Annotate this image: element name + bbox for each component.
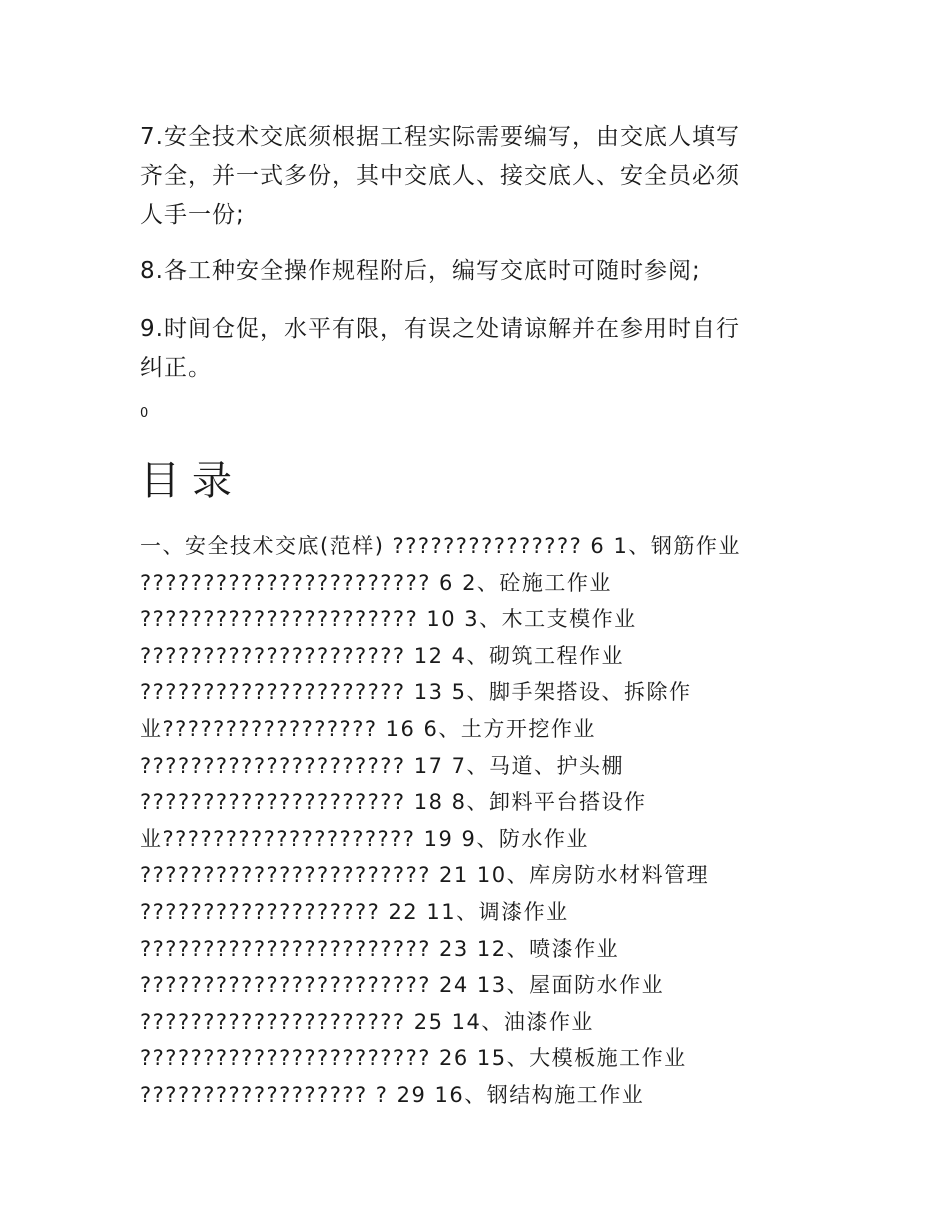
- toc-line: 业????????????????? 16 6、土方开挖作业: [140, 716, 596, 741]
- paragraph-line: 人手一份;: [140, 202, 245, 228]
- toc-line: ?????????????????????? 10 3、木工支模作业: [140, 607, 637, 632]
- paragraph-item-8: [140, 252, 800, 291]
- toc-line: ??????????????????? 22 11、调漆作业: [140, 899, 569, 924]
- paragraph-line: 9.时间仓促，水平有限，有误之处请谅解并在参用时自行: [140, 316, 740, 342]
- toc-line: ??????????????????????? 23 12、喷漆作业: [140, 936, 620, 961]
- toc-title: 目录: [140, 458, 244, 504]
- toc-line: ??????????????????????? 21 10、库房防水材料管理: [140, 863, 710, 888]
- paragraph-line: 齐全，并一式多份，其中交底人、接交底人、安全员必须: [140, 163, 740, 189]
- toc-line: ????????????????????? 12 4、砌筑工程作业: [140, 643, 624, 668]
- paragraph-line: 8.各工种安全操作规程附后，编写交底时可随时参阅;: [140, 258, 701, 284]
- paragraph-line: 纠正。: [140, 355, 212, 381]
- toc-line: 一、安全技术交底(范样) ??????????????? 6 1、钢筋作业: [140, 534, 741, 558]
- table-of-contents: [140, 528, 800, 1114]
- page-marker: 0: [140, 406, 149, 421]
- paragraph-item-7: [140, 118, 800, 235]
- toc-line: ????????????????????? 18 8、卸料平台搭设作: [140, 790, 647, 815]
- paragraph-line: 7.安全技术交底须根据工程实际需要编写，由交底人填写: [140, 124, 740, 150]
- toc-line: ????????????????????? 25 14、油漆作业: [140, 1009, 594, 1034]
- toc-line: ??????????????????????? 24 13、屋面防水作业: [140, 973, 665, 998]
- toc-line: ?????????????????? ? 29 16、钢结构施工作业: [140, 1082, 645, 1107]
- toc-line: ??????????????????????? 26 15、大模板施工作业: [140, 1046, 687, 1071]
- toc-line: ????????????????????? 13 5、脚手架搭设、拆除作: [140, 680, 692, 705]
- toc-line: 业???????????????????? 19 9、防水作业: [140, 826, 589, 851]
- toc-line: ??????????????????????? 6 2、砼施工作业: [140, 570, 612, 595]
- toc-line: ????????????????????? 17 7、马道、护头棚: [140, 753, 624, 778]
- paragraph-item-9: [140, 310, 800, 388]
